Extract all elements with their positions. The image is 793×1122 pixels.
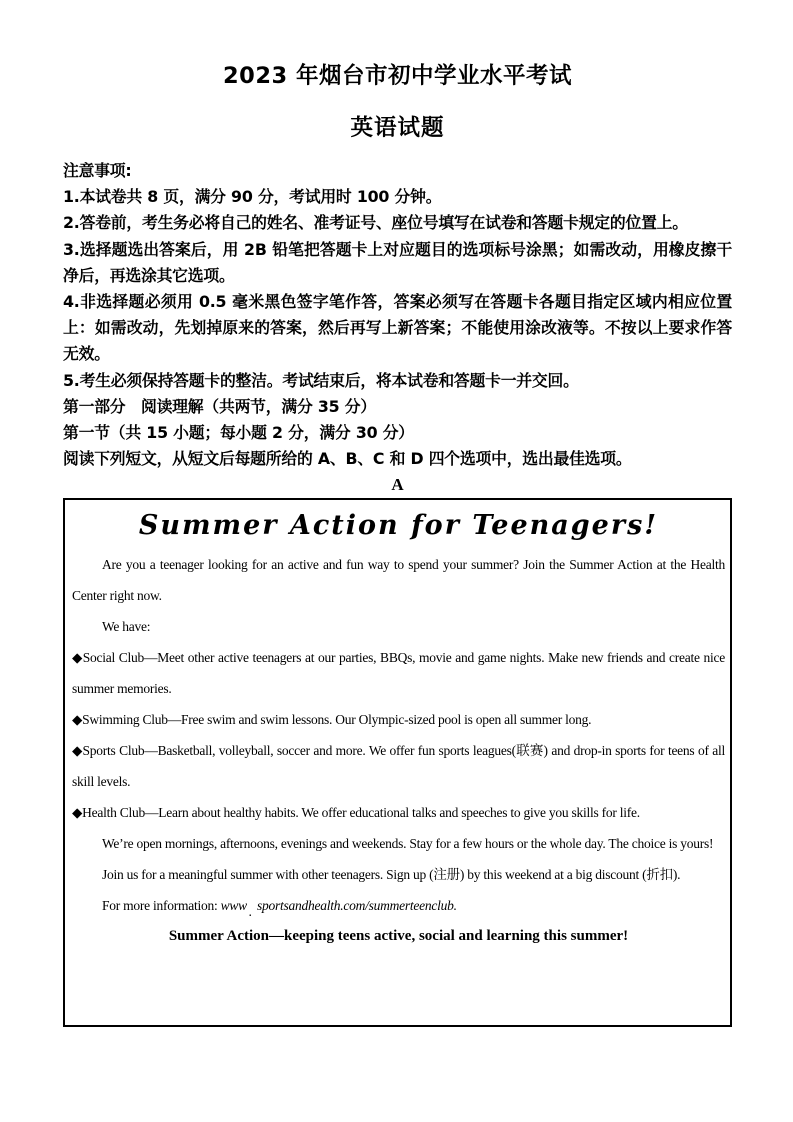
passage-label: A	[391, 475, 404, 495]
passage-bullet-swimming-club: ◆Swimming Club—Free swim and swim lessons. Our Olympic-sized pool is open all summer long.	[72, 712, 592, 728]
notice-item-5: 5.考生必须保持答题卡的整洁。考试结束后，将本试卷和答题卡一并交回。	[63, 370, 579, 390]
notice-section	[63, 158, 732, 472]
url-dot: .	[248, 904, 252, 920]
passage-paragraph-open-hours: We’re open mornings, afternoons, evenings and weekends. Stay for a few hours or the whole day. The choice is yours!	[102, 836, 714, 852]
passage-bullet-sports-club: ◆Sports Club—Basketball, volleyball, soccer and more. We offer fun sports leagues(联赛) and drop-in sports for teens of all skill levels.	[72, 743, 725, 790]
exam-title: 2023 年烟台市初中学业水平考试	[223, 63, 572, 89]
reading-instruction: 阅读下列短文，从短文后每题所给的 A、B、C 和 D 四个选项中，选出最佳选项。	[63, 449, 632, 469]
passage-box	[63, 498, 732, 1027]
passage-paragraph-we-have: We have:	[102, 619, 151, 635]
notice-heading: 注意事项:	[63, 161, 132, 180]
passage-info-line	[72, 890, 725, 921]
url-www: www	[220, 898, 247, 914]
part-heading: 第一部分 阅读理解（共两节，满分 35 分）	[63, 396, 376, 416]
url-rest: sportsandhealth.com/summerteenclub.	[257, 898, 457, 914]
passage-paragraph-intro: Are you a teenager looking for an active and fun way to spend your summer? Join the Summer Action at the Health Center right now.	[72, 557, 725, 604]
notice-item-1: 1.本试卷共 8 页，满分 90 分，考试用时 100 分钟。	[63, 187, 442, 207]
passage-bullet-social-club: ◆Social Club—Meet other active teenagers at our parties, BBQs, movie and game nights. Make new friends and create nice summer memories.	[72, 650, 725, 697]
passage-bullet-health-club: ◆Health Club—Learn about healthy habits. We offer educational talks and speeches to give you skills for life.	[72, 805, 640, 821]
exam-subject: 英语试题	[350, 115, 445, 141]
notice-item-4: 4.非选择题必须用 0.5 毫米黑色签字笔作答，答案必须写在答题卡各题目指定区域内相应位置上：如需改动，先划掉原来的答案，然后再写上新答案；不能使用涂改液等。不按以上要求作答无效。	[63, 292, 732, 364]
passage-paragraph-sign-up: Join us for a meaningful summer with other teenagers. Sign up (注册) by this weekend at a big discount (折扣).	[102, 867, 681, 883]
passage-footer: Summer Action—keeping teens active, social and learning this summer!	[168, 928, 629, 945]
passage-title: Summer Action for Teenagers!	[138, 510, 659, 542]
node-heading: 第一节（共 15 小题；每小题 2 分，满分 30 分）	[63, 423, 414, 443]
notice-item-2: 2.答卷前，考生务必将自己的姓名、准考证号、座位号填写在试卷和答题卡规定的位置上。	[63, 213, 688, 233]
notice-item-3: 3.选择题选出答案后，用 2B 铅笔把答题卡上对应题目的选项标号涂黑；如需改动，用橡皮擦干净后，再选涂其它选项。	[63, 239, 732, 285]
info-prefix: For more information:	[102, 898, 221, 914]
